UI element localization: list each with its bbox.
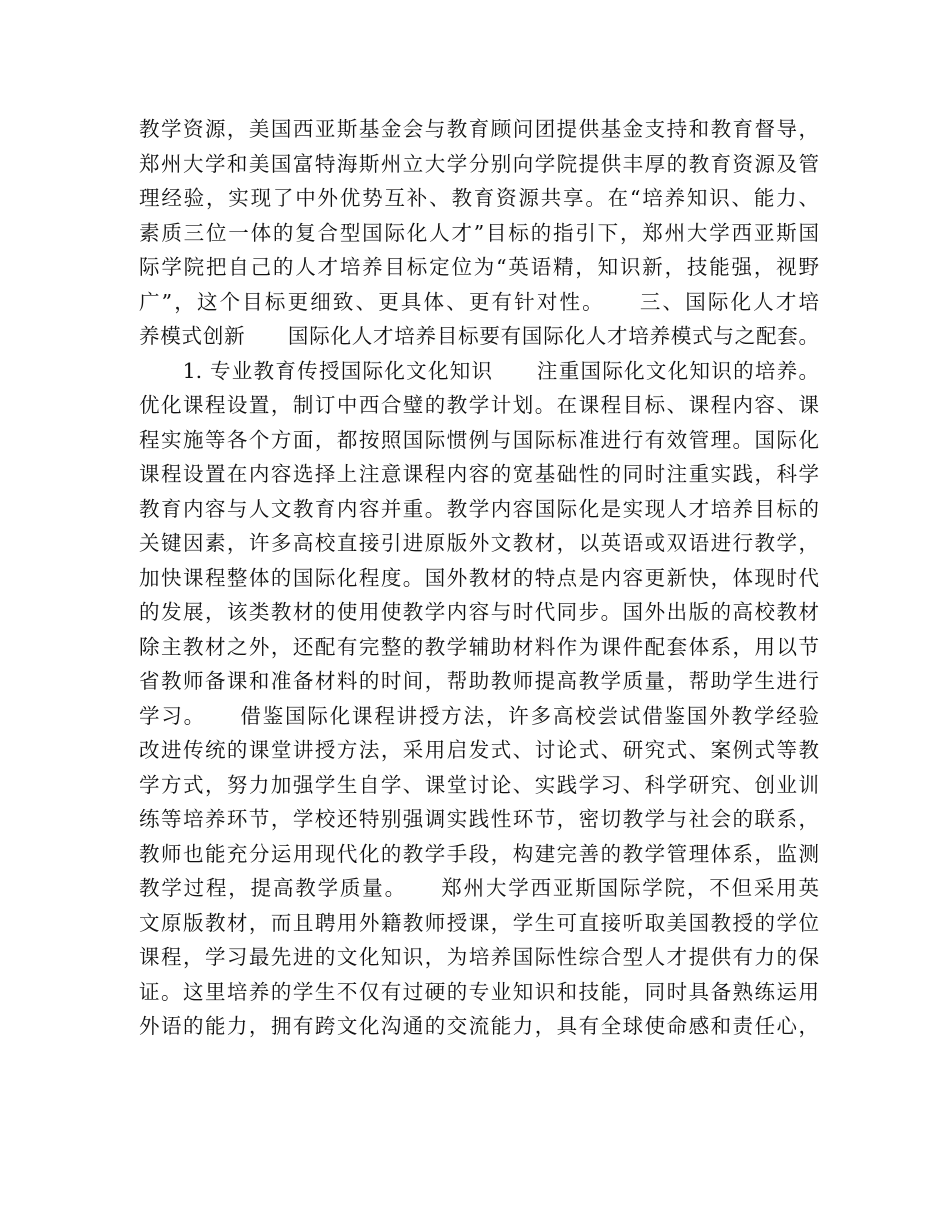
text-line: 郑州大学和美国富特海斯州立大学分别向学院提供丰厚的教育资源及管 bbox=[139, 151, 819, 176]
text-line: 的发展，该类教材的使用使教学内容与时代同步。国外出版的高校教材 bbox=[139, 600, 819, 624]
text-line: 1. 专业教育传授国际化文化知识 注重国际化文化知识的培养。 bbox=[139, 358, 819, 383]
text-line: 加快课程整体的国际化程度。国外教材的特点是内容更新快，体现时代 bbox=[139, 565, 819, 590]
text-line: 教学资源，美国西亚斯基金会与教育顾问团提供基金支持和教育督导， bbox=[139, 117, 819, 141]
text-line: 素质三位一体的复合型国际化人才”目标的指引下，郑州大学西亚斯国 bbox=[139, 220, 819, 245]
text-line: 课程，学习最先进的文化知识，为培养国际性综合型人才提供有力的保 bbox=[139, 945, 819, 969]
text-line: 养模式创新 国际化人才培养目标要有国际化人才培养模式与之配套。 bbox=[139, 324, 819, 348]
text-line: 优化课程设置，制订中西合璧的教学计划。在课程目标、课程内容、课 bbox=[139, 393, 819, 417]
text-line: 教育内容与人文教育内容并重。教学内容国际化是实现人才培养目标的 bbox=[139, 496, 819, 521]
text-line: 理经验，实现了中外优势互补、教育资源共享。在“培养知识、能力、 bbox=[139, 186, 819, 210]
text-line: 省教师备课和准备材料的时间，帮助教师提高教学质量，帮助学生进行 bbox=[139, 669, 819, 693]
text-line: 教师也能充分运用现代化的教学手段，构建完善的教学管理体系，监测 bbox=[139, 841, 819, 866]
text-line: 改进传统的课堂讲授方法，采用启发式、讨论式、研究式、案例式等教 bbox=[139, 738, 819, 762]
text-line: 广”，这个目标更细致、更具体、更有针对性。 三、国际化人才培 bbox=[139, 289, 819, 314]
text-line: 际学院把自己的人才培养目标定位为“英语精，知识新，技能强，视野 bbox=[139, 255, 819, 279]
text-line: 学方式，努力加强学生自学、课堂讨论、实践学习、科学研究、创业训 bbox=[139, 772, 819, 797]
text-line: 外语的能力，拥有跨文化沟通的交流能力，具有全球使命感和责任心， bbox=[139, 1014, 819, 1038]
text-line: 课程设置在内容选择上注意课程内容的宽基础性的同时注重实践，科学 bbox=[139, 462, 819, 486]
text-line: 练等培养环节，学校还特别强调实践性环节，密切教学与社会的联系， bbox=[139, 807, 819, 831]
text-line: 文原版教材，而且聘用外籍教师授课，学生可直接听取美国教授的学位 bbox=[139, 910, 819, 935]
text-line: 程实施等各个方面，都按照国际惯例与国际标准进行有效管理。国际化 bbox=[139, 427, 819, 452]
text-line: 关键因素，许多高校直接引进原版外文教材，以英语或双语进行教学， bbox=[139, 531, 819, 555]
text-line: 证。这里培养的学生不仅有过硬的专业知识和技能，同时具备熟练运用 bbox=[139, 979, 819, 1004]
text-line: 除主教材之外，还配有完整的教学辅助材料作为课件配套体系，用以节 bbox=[139, 634, 819, 659]
text-line: 教学过程，提高教学质量。 郑州大学西亚斯国际学院，不但采用英 bbox=[139, 876, 819, 900]
body-text bbox=[139, 112, 819, 1044]
text-line: 学习。 借鉴国际化课程讲授方法，许多高校尝试借鉴国外教学经验 bbox=[139, 703, 819, 728]
